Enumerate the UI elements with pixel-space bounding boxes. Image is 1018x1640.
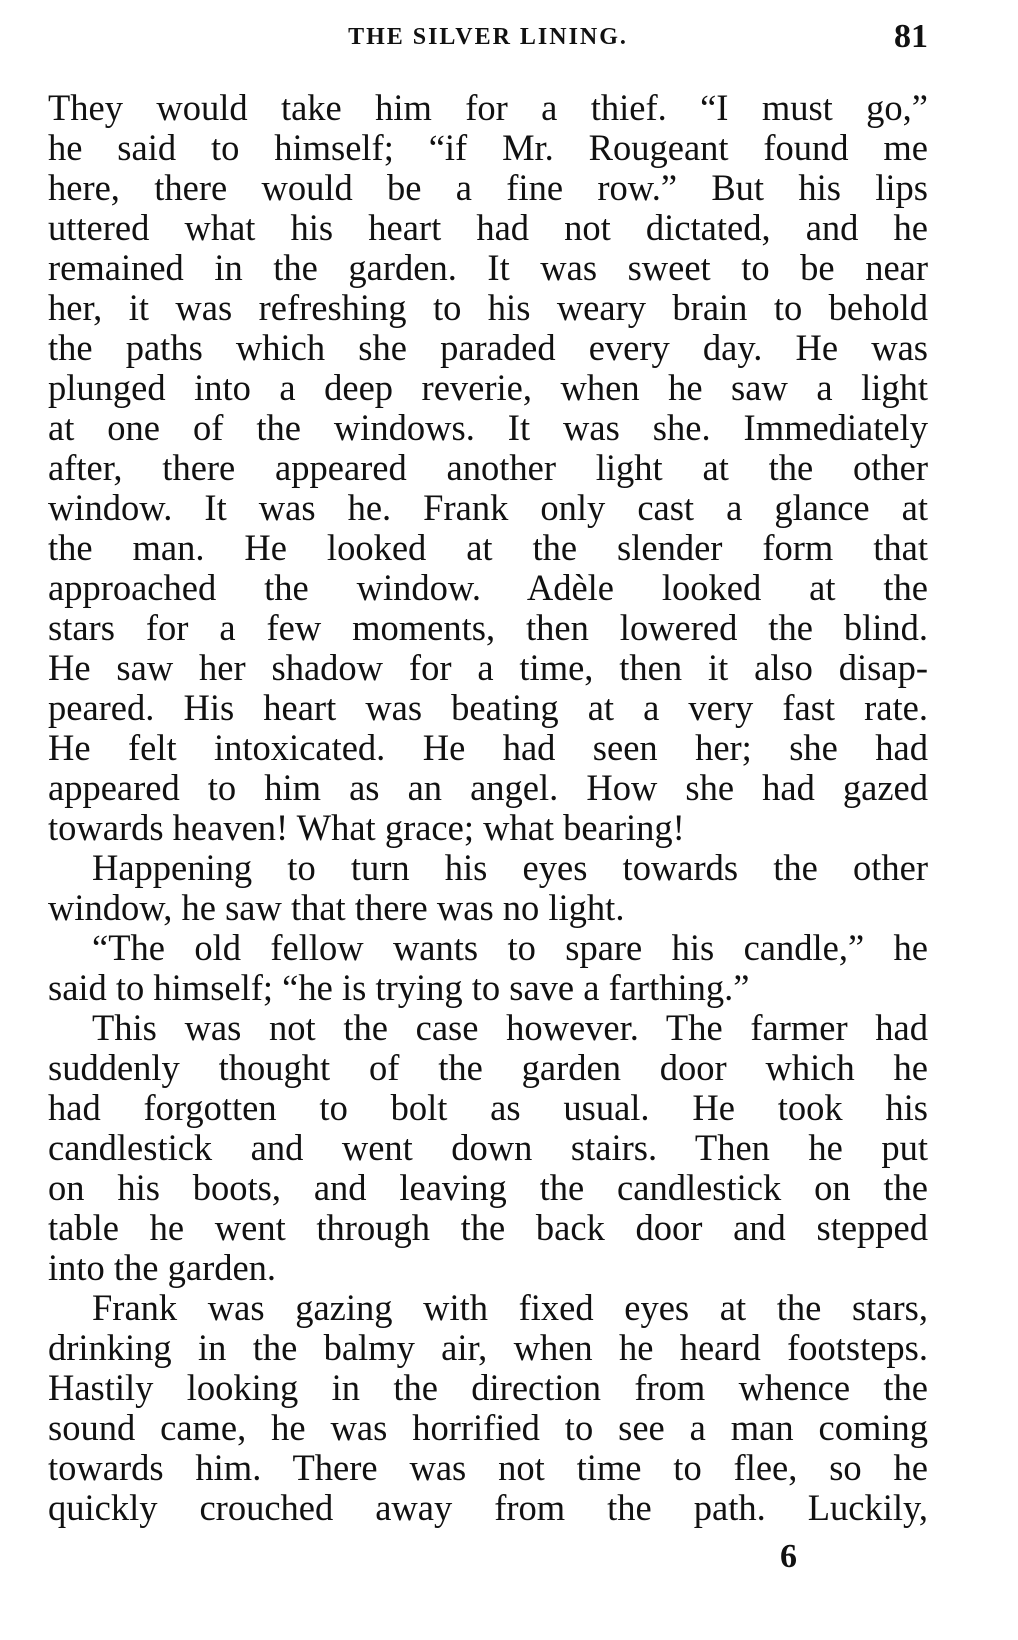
running-title: THE SILVER LINING. — [348, 24, 628, 50]
text-line: he said to himself; “if Mr. Rougeant found me — [48, 127, 928, 168]
text-line: towards him. There was not time to flee, so he — [48, 1447, 928, 1488]
page-number: 81 — [894, 18, 928, 55]
paragraph-first-line: Happening to turn his eyes towards the other — [92, 847, 928, 888]
text-line: suddenly thought of the garden door which he — [48, 1047, 928, 1088]
paragraph-first-line: “The old fellow wants to spare his candle,” he — [92, 927, 928, 968]
text-line: They would take him for a thief. “I must go,” — [48, 87, 928, 128]
text-line: quickly crouched away from the path. Luckily, — [48, 1487, 928, 1528]
text-line: He saw her shadow for a time, then it also disap- — [48, 647, 928, 688]
text-line: window. It was he. Frank only cast a glance at — [48, 487, 928, 528]
text-line: He felt intoxicated. He had seen her; she had — [48, 727, 928, 768]
paragraph-end-line: said to himself; “he is trying to save a farthing.” — [48, 967, 750, 1008]
signature-mark: 6 — [780, 1538, 797, 1575]
text-line: here, there would be a fine row.” But his lips — [48, 167, 928, 208]
text-line: after, there appeared another light at the other — [48, 447, 928, 488]
text-line: table he went through the back door and stepped — [48, 1207, 928, 1248]
text-line: peared. His heart was beating at a very fast rate. — [48, 687, 928, 728]
text-line: had forgotten to bolt as usual. He took his — [48, 1087, 928, 1128]
text-line: Hastily looking in the direction from whence the — [48, 1367, 928, 1408]
text-line: plunged into a deep reverie, when he saw a light — [48, 367, 928, 408]
text-line: approached the window. Adèle looked at the — [48, 567, 928, 608]
text-line: drinking in the balmy air, when he heard footsteps. — [48, 1327, 928, 1368]
paragraph-end-line: window, he saw that there was no light. — [48, 887, 625, 928]
text-line: the man. He looked at the slender form that — [48, 527, 928, 568]
body-text — [48, 88, 928, 1528]
text-line: at one of the windows. It was she. Immediately — [48, 407, 928, 448]
text-line: candlestick and went down stairs. Then he put — [48, 1127, 928, 1168]
text-line: stars for a few moments, then lowered the blind. — [48, 607, 928, 648]
running-head — [48, 18, 928, 58]
text-line: her, it was refreshing to his weary brain to behold — [48, 287, 928, 328]
text-line: the paths which she paraded every day. He was — [48, 327, 928, 368]
text-line: sound came, he was horrified to see a man coming — [48, 1407, 928, 1448]
paragraph-first-line: This was not the case however. The farmer had — [92, 1007, 928, 1048]
paragraph-first-line: Frank was gazing with fixed eyes at the stars, — [92, 1287, 928, 1328]
text-line: appeared to him as an angel. How she had gazed — [48, 767, 928, 808]
paragraph-end-line: into the garden. — [48, 1247, 277, 1288]
text-line: on his boots, and leaving the candlestick on the — [48, 1167, 928, 1208]
paragraph-end-line: towards heaven! What grace; what bearing! — [48, 807, 685, 848]
text-line: uttered what his heart had not dictated, and he — [48, 207, 928, 248]
text-line: remained in the garden. It was sweet to be near — [48, 247, 928, 288]
